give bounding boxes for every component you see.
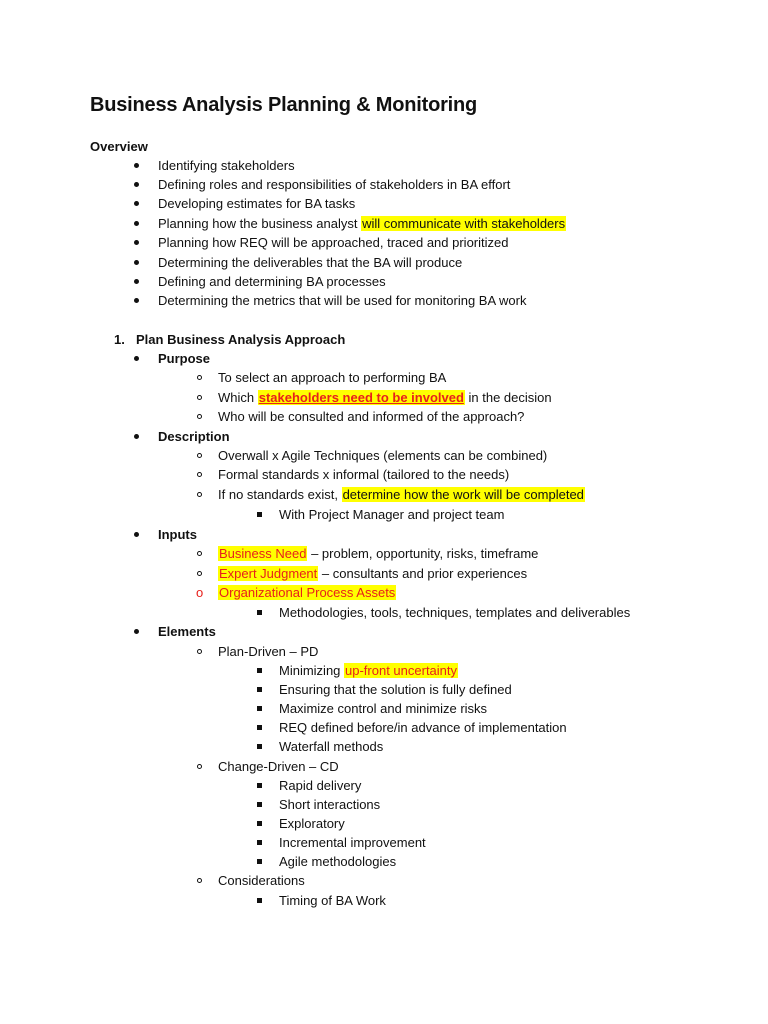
bullet-square-icon bbox=[257, 512, 262, 517]
plan-driven-item bbox=[279, 663, 458, 679]
bullet-circle-red-icon: o bbox=[196, 585, 204, 600]
highlighted-text: stakeholders need to be involved bbox=[258, 390, 464, 405]
highlighted-text: determine how the work will be completed bbox=[342, 487, 584, 502]
highlighted-text: up-front uncertainty bbox=[345, 663, 458, 678]
inputs-item-rest: – consultants and prior experiences bbox=[318, 566, 528, 581]
change-driven-item: Rapid delivery bbox=[279, 778, 362, 793]
bullet-disc-icon bbox=[134, 629, 139, 634]
considerations-item: Timing of BA Work bbox=[279, 893, 386, 908]
bullet-circle-icon bbox=[197, 878, 202, 883]
purpose-item-text: Which bbox=[218, 390, 258, 405]
bullet-circle-icon bbox=[197, 453, 202, 458]
description-label: Description bbox=[158, 429, 230, 444]
overview-item: Determining the metrics that will be used for monitoring BA work bbox=[158, 293, 527, 308]
purpose-item-suffix: in the decision bbox=[464, 390, 552, 405]
bullet-circle-icon bbox=[197, 649, 202, 654]
bullet-disc-icon bbox=[134, 163, 139, 168]
overview-item bbox=[158, 216, 566, 232]
elements-label: Elements bbox=[158, 624, 216, 639]
plan-driven-label: Plan-Driven – PD bbox=[218, 644, 319, 659]
bullet-circle-icon bbox=[197, 571, 202, 576]
purpose-item bbox=[218, 390, 552, 406]
inputs-item bbox=[218, 566, 527, 582]
bullet-square-icon bbox=[257, 687, 262, 692]
description-subitem: With Project Manager and project team bbox=[279, 507, 505, 522]
bullet-disc-icon bbox=[134, 182, 139, 187]
bullet-square-icon bbox=[257, 725, 262, 730]
change-driven-label: Change-Driven – CD bbox=[218, 759, 339, 774]
bullet-circle-icon bbox=[197, 472, 202, 477]
document-title: Business Analysis Planning & Monitoring bbox=[90, 94, 478, 116]
bullet-disc-icon bbox=[134, 532, 139, 537]
bullet-disc-icon bbox=[134, 279, 139, 284]
bullet-square-icon bbox=[257, 840, 262, 845]
section-number: 1. bbox=[114, 332, 125, 347]
bullet-disc-icon bbox=[134, 298, 139, 303]
inputs-item bbox=[218, 585, 396, 601]
description-item: Overwall x Agile Techniques (elements can be combined) bbox=[218, 448, 548, 463]
overview-item: Defining and determining BA processes bbox=[158, 274, 386, 289]
description-item-text: If no standards exist, bbox=[218, 487, 342, 502]
bullet-square-icon bbox=[257, 859, 262, 864]
bullet-disc-icon bbox=[134, 434, 139, 439]
description-item bbox=[218, 487, 585, 503]
bullet-square-icon bbox=[257, 610, 262, 615]
bullet-disc-icon bbox=[134, 356, 139, 361]
bullet-disc-icon bbox=[134, 260, 139, 265]
overview-item: Developing estimates for BA tasks bbox=[158, 196, 356, 211]
change-driven-item: Short interactions bbox=[279, 797, 381, 812]
inputs-item-rest: – problem, opportunity, risks, timeframe bbox=[307, 546, 539, 561]
bullet-square-icon bbox=[257, 744, 262, 749]
bullet-square-icon bbox=[257, 898, 262, 903]
overview-item-text: Planning how the business analyst bbox=[158, 216, 362, 231]
plan-driven-item-text: Minimizing bbox=[279, 663, 345, 678]
inputs-item bbox=[218, 546, 538, 562]
bullet-square-icon bbox=[257, 821, 262, 826]
plan-driven-item: Waterfall methods bbox=[279, 739, 384, 754]
plan-driven-item: Ensuring that the solution is fully defined bbox=[279, 682, 512, 697]
bullet-circle-icon bbox=[197, 492, 202, 497]
inputs-label: Inputs bbox=[158, 527, 197, 542]
highlighted-text: will communicate with stakeholders bbox=[362, 216, 566, 231]
highlighted-text: Organizational Process Assets bbox=[219, 585, 396, 600]
overview-item: Defining roles and responsibilities of stakeholders in BA effort bbox=[158, 177, 511, 192]
purpose-label: Purpose bbox=[158, 351, 211, 366]
considerations-label: Considerations bbox=[218, 873, 305, 888]
bullet-circle-icon bbox=[197, 764, 202, 769]
description-item: Formal standards x informal (tailored to the needs) bbox=[218, 467, 510, 482]
purpose-item: To select an approach to performing BA bbox=[218, 370, 447, 385]
bullet-square-icon bbox=[257, 802, 262, 807]
change-driven-item: Incremental improvement bbox=[279, 835, 426, 850]
bullet-circle-icon bbox=[197, 375, 202, 380]
bullet-circle-icon bbox=[197, 551, 202, 556]
bullet-square-icon bbox=[257, 783, 262, 788]
overview-item: Identifying stakeholders bbox=[158, 158, 295, 173]
plan-driven-item: REQ defined before/in advance of implementation bbox=[279, 720, 567, 735]
highlighted-text: Expert Judgment bbox=[219, 566, 318, 581]
section-heading: Plan Business Analysis Approach bbox=[136, 332, 346, 347]
bullet-circle-icon bbox=[197, 395, 202, 400]
change-driven-item: Agile methodologies bbox=[279, 854, 397, 869]
bullet-square-icon bbox=[257, 706, 262, 711]
highlighted-text: Business Need bbox=[219, 546, 307, 561]
overview-item: Planning how REQ will be approached, traced and prioritized bbox=[158, 235, 509, 250]
overview-heading: Overview bbox=[90, 139, 148, 154]
bullet-square-icon bbox=[257, 668, 262, 673]
overview-item: Determining the deliverables that the BA will produce bbox=[158, 255, 463, 270]
bullet-disc-icon bbox=[134, 221, 139, 226]
bullet-disc-icon bbox=[134, 240, 139, 245]
purpose-item: Who will be consulted and informed of the approach? bbox=[218, 409, 525, 424]
bullet-disc-icon bbox=[134, 201, 139, 206]
bullet-circle-icon bbox=[197, 414, 202, 419]
inputs-subitem: Methodologies, tools, techniques, templates and deliverables bbox=[279, 605, 631, 620]
plan-driven-item: Maximize control and minimize risks bbox=[279, 701, 488, 716]
change-driven-item: Exploratory bbox=[279, 816, 345, 831]
